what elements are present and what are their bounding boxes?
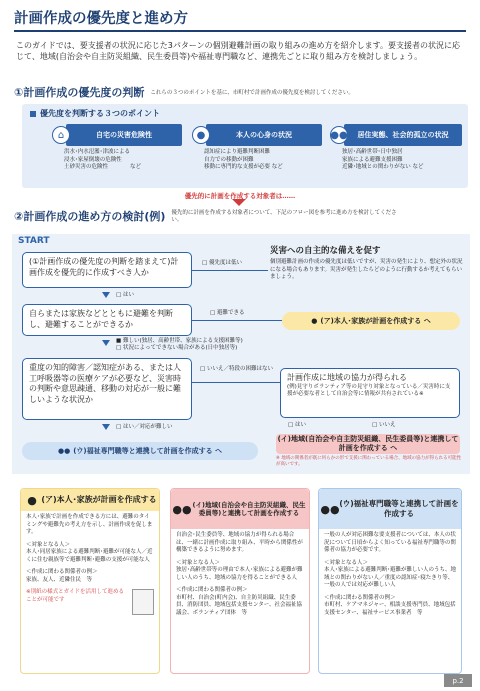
section1-header bbox=[14, 86, 470, 100]
question-4-sub: (例)見守りボランティア等の見守り対象となっている／災害時に支援が必要な者として自治会等に情報が共有されている※ bbox=[287, 383, 451, 397]
card-c-body bbox=[319, 529, 461, 625]
point-condition-label: 本人の心身の状況 bbox=[206, 124, 322, 146]
card-a-makers-heading: ＜作成に関わる関係者の例＞ bbox=[26, 569, 98, 575]
q3-yes-text: はい／対応が難しい bbox=[122, 424, 173, 430]
list-item: 家族による避難支援困難 bbox=[342, 156, 403, 163]
points-title bbox=[30, 108, 160, 119]
q1-yes-label: □ はい bbox=[116, 292, 134, 298]
page-title: 計画作成の優先度と進め方 bbox=[14, 8, 466, 32]
result-b-pill bbox=[276, 434, 460, 454]
card-a bbox=[20, 488, 160, 674]
list-item: 洪水･内水氾濫･津波による bbox=[64, 149, 131, 155]
result-b-text: (イ)地域(自治会や自主防災組織、民生委員等)と連携して計画を作成する へ bbox=[277, 435, 459, 452]
connector-line bbox=[192, 382, 280, 383]
q1-yes-text: はい bbox=[122, 292, 134, 298]
list-item: 土砂災害の危険性 など bbox=[64, 164, 142, 170]
q4-yes-label: □ はい bbox=[288, 422, 306, 428]
card-b-desc: 自治会･民生委員等、地域の協力が得られる場合は、一緒に計画作成に取り組み、平時から関係性が構築できるように努めます。 bbox=[176, 532, 303, 553]
card-a-body bbox=[21, 511, 159, 618]
form-document-icon bbox=[132, 589, 154, 615]
points-title-text: 優先度を判断する３つのポイント bbox=[40, 109, 160, 118]
card-b-makers-heading: ＜作成に関わる関係者の例＞ bbox=[176, 587, 248, 593]
card-c bbox=[318, 488, 462, 674]
section2-note: 優先的に計画を作成する対象者について、下記のフロー図を参考に進め方を検討してください。 bbox=[171, 210, 397, 223]
result-c-pill bbox=[22, 442, 258, 460]
result-b-note: ※ 地域の関係者が既に何らかの形で支援に関わっている場合、地域の協力が得られる可能性が高いです。 bbox=[276, 456, 462, 467]
card-c-title: (ウ)福祉専門職等と連携して計画を作成する bbox=[339, 499, 459, 518]
result-self-prepare-text: 個別避難計画の作成の優先度は低いですが、災害の発生により、想定外の状況になる場合もあります。災害が発生したらどのように行動するか考えてもらいましょう。 bbox=[270, 259, 463, 280]
point-hazard-items bbox=[52, 149, 182, 172]
q4-no-label: □ いいえ bbox=[372, 422, 396, 428]
question-4 bbox=[280, 368, 460, 418]
result-a-text: (ア)本人･家族が計画を作成する へ bbox=[320, 317, 431, 325]
down-arrow-icon bbox=[232, 199, 246, 206]
difficult-option-2: 状況によってできない場合がある(日中独居等) bbox=[122, 345, 238, 351]
connector-line bbox=[192, 320, 282, 321]
care-worker-icon: ●● bbox=[320, 502, 340, 516]
card-c-makers: 市町村、ケアマネジャー、相談支援専門員、地域包括支援センター、福祉サービス事業者 等 bbox=[324, 602, 456, 616]
card-a-target: 本人･同居家族による避難判断･避難が可能な人／近くに住む親族等で避難判断･避難の支援が可能な人 bbox=[26, 549, 153, 563]
question-4-text: 計画作成に地域の協力が得られる bbox=[287, 373, 407, 382]
card-a-makers: 家族、友人、近隣住民 等 bbox=[26, 576, 93, 583]
card-a-header bbox=[21, 489, 159, 511]
arrow-down-icon bbox=[102, 340, 110, 346]
point-hazard-label: 自宅の災害危険性 bbox=[66, 124, 182, 146]
point-hazard bbox=[52, 124, 182, 172]
card-b-body bbox=[171, 529, 309, 625]
arrow-down-icon bbox=[102, 292, 110, 298]
question-1 bbox=[22, 252, 192, 288]
list-item: 浸水･家屋倒壊の危険性 bbox=[64, 156, 122, 163]
result-a-pill bbox=[282, 312, 460, 330]
result-c-text: (ウ)福祉専門職等と連携して計画を作成する へ bbox=[73, 447, 223, 455]
person-icon: ● bbox=[311, 317, 318, 325]
card-c-target-heading: ＜対象となる人＞ bbox=[324, 559, 369, 566]
card-b-target: 独居･高齢世帯等の理由で本人･家族による避難が難しい人のうち、地域の協力を得ることができる人 bbox=[176, 567, 303, 581]
list-item: 認知症により避難判断困難 bbox=[204, 149, 271, 155]
q2-difficult-list: ■ 難しい(独居、高齢世帯、家族による支援困難等) □ 状況によってできない場合がある(日中独居等) bbox=[116, 338, 243, 351]
point-condition bbox=[192, 124, 322, 172]
people-icon: ●● bbox=[330, 126, 348, 144]
q2-yes-label: □ 避難できる bbox=[210, 310, 245, 316]
question-3 bbox=[22, 358, 192, 420]
card-b-target-heading: ＜対象となる人＞ bbox=[176, 559, 221, 566]
result-self-prepare-title: 災害への自主的な備えを促す bbox=[270, 246, 381, 256]
list-item: 近隣･地域との関わりがない など bbox=[342, 164, 424, 170]
section1-note: これらの３つのポイントを基に、市町村で計画作成の優先度を検討してください。 bbox=[150, 89, 354, 96]
q3-no-label: □ いいえ／特段の困難はない bbox=[200, 366, 273, 372]
people-icon: ●● bbox=[57, 447, 71, 455]
connector-line bbox=[192, 270, 268, 271]
question-2 bbox=[22, 304, 192, 336]
list-item: 移動に専門的な支援が必要 など bbox=[204, 164, 283, 170]
section2-header bbox=[14, 210, 470, 224]
card-a-target-heading: ＜対象となる人＞ bbox=[26, 541, 71, 548]
list-item: 自力での移動が困難 bbox=[204, 156, 254, 163]
card-c-makers-heading: ＜作成に関わる関係者の例＞ bbox=[324, 594, 396, 601]
list-item: 独居･高齢世帯･日中独居 bbox=[342, 149, 403, 155]
point-isolation-label: 居住実態、社会的孤立の状況 bbox=[344, 124, 462, 146]
point-isolation bbox=[330, 124, 462, 172]
arrow-down-icon bbox=[102, 424, 110, 430]
flowchart bbox=[12, 234, 470, 474]
q2-yes-text: 避難できる bbox=[216, 310, 245, 316]
card-b-title: (イ)地域(自治会や自主防災組織、民生委員等)と連携して計画を作成する bbox=[192, 500, 306, 517]
question-2-text: 自らまたは家族などとともに避難を判断し、避難することができるか bbox=[29, 309, 173, 329]
q1-no-label: □ 優先度は低い bbox=[202, 260, 242, 266]
card-a-footer: ※別紙の様式とガイドを活用して進めることが可能です bbox=[26, 589, 124, 603]
question-3-text: 重度の知的障害／認知症がある、または人工呼吸器等の医療ケアが必要など、災害時の判断や意思疎通、移動の対応が一般に難しいような状況か bbox=[29, 363, 181, 404]
page-number: p.2 bbox=[444, 674, 472, 687]
q3-no-text: いいえ／特段の困難はない bbox=[206, 366, 273, 372]
community-icon: ●● bbox=[172, 502, 192, 516]
person-card-icon: ● bbox=[27, 493, 37, 507]
points-panel bbox=[22, 104, 468, 188]
q1-no-text: 優先度は低い bbox=[208, 260, 242, 266]
q3-yes-label: □ はい／対応が難しい bbox=[116, 424, 173, 430]
card-c-target: 本人･家族による避難判断･避難が難しい人のうち、地域との関わりがない人／重度の認知症･寝たきり等、一般の人では対応が難しい人 bbox=[324, 567, 457, 588]
card-a-title: (ア)本人･家族が計画を作成する bbox=[41, 495, 157, 504]
square-bullet-icon bbox=[30, 111, 36, 117]
card-b bbox=[170, 488, 310, 674]
card-a-desc: 本人･家族で計画を作成できる方には、避難のタイミングや避難先の考え方を示し、計画作成を促します。 bbox=[26, 514, 153, 535]
section2-heading: ②計画作成の進め方の検討(例) bbox=[14, 210, 166, 223]
card-c-desc: 一般の人が対応困難な要支援者については、本人の状況について日頃からよく知っている福祉専門職等の関係者の協力が必要です。 bbox=[324, 532, 456, 553]
person-icon: ● bbox=[192, 126, 210, 144]
difficult-option-1: 難しい(独居、高齢世帯、家族による支援困難等) bbox=[122, 338, 243, 344]
card-b-header bbox=[171, 489, 309, 529]
house-hazard-icon: ⌂ bbox=[52, 126, 70, 144]
intro-text: このガイドでは、要支援者の状況に応じた3パターンの個別避難計画の取り組みの進め方を紹介します。要支援者の状況に応じて、地域(自治会や自主防災組織、民生委員等)や福祉専門職など、連携先ごとに取り組み方を検討しましょう。 bbox=[16, 41, 461, 61]
point-condition-items bbox=[192, 149, 322, 172]
section1-heading: ①計画作成の優先度の判断 bbox=[14, 86, 145, 99]
question-1-text: (①計画作成の優先度の判断を踏まえて)計画作成を優先的に作成すべき人か bbox=[29, 257, 179, 277]
q4-yes-text: はい bbox=[294, 422, 306, 428]
q4-no-text: いいえ bbox=[378, 422, 396, 428]
card-b-makers: 市町村、自治会(町内会)、自主防災組織、民生委員、消防団員、地域包括支援センター、社会福祉協議会、ボランティア団体 等 bbox=[176, 594, 303, 616]
point-isolation-items bbox=[330, 149, 462, 172]
flow-start: START bbox=[18, 236, 50, 246]
card-c-header bbox=[319, 489, 461, 529]
result-self-prepare bbox=[270, 246, 466, 296]
priority-result-text: 優先的に計画を作成する対象者は…… bbox=[184, 192, 296, 200]
